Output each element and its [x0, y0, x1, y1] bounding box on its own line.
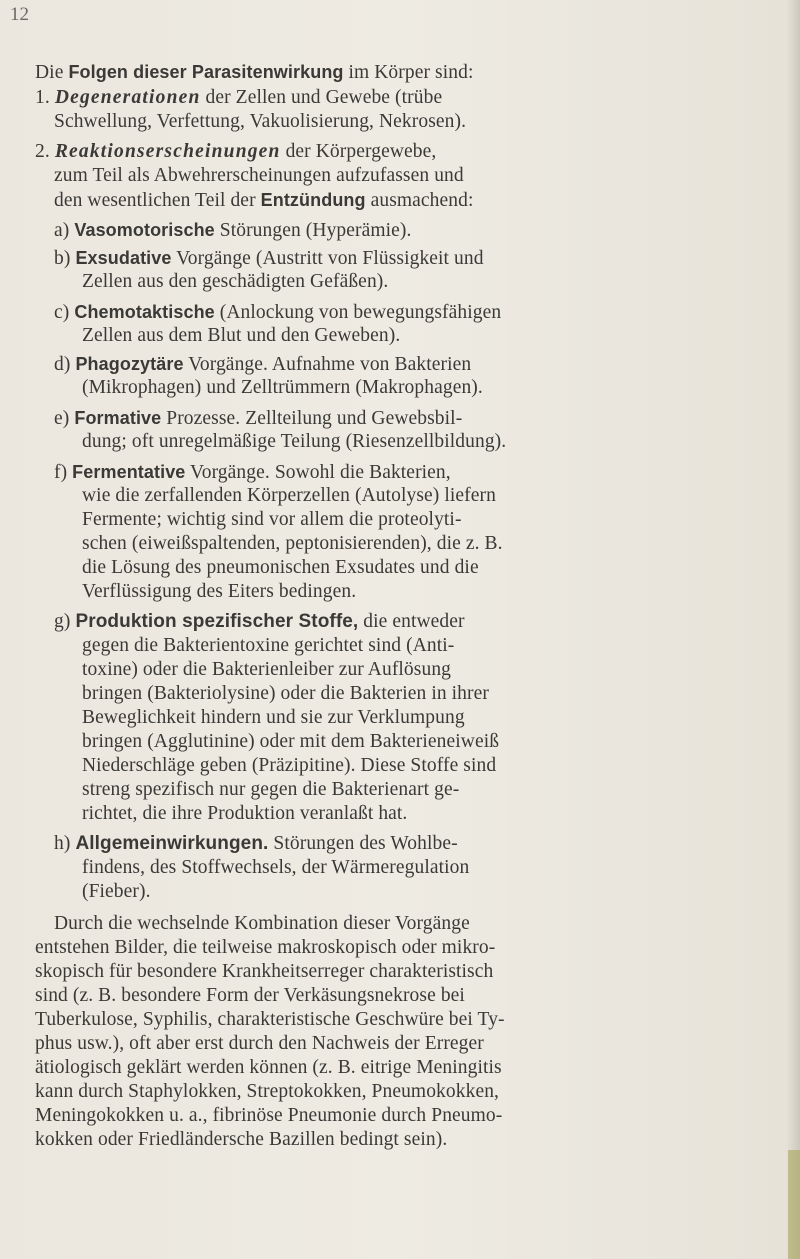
sub-b-line-2: Zellen aus den geschädigten Gefäßen).: [82, 271, 389, 292]
sub-g-line-6: bringen (Agglutinine) oder mit dem Bakterieneiweiß: [82, 731, 500, 752]
sub-c-text: (Anlockung von bewegungsfähigen: [214, 302, 502, 323]
sub-c-line-1: [54, 300, 501, 325]
intro-text: Die: [35, 62, 69, 83]
page-number: 12: [10, 4, 29, 25]
item-1-line-1: [35, 86, 717, 110]
sub-h-term: Allgemeinwirkungen.: [75, 833, 269, 854]
item-2-line-3: [54, 188, 473, 213]
sub-b-line-1: [54, 246, 484, 271]
sub-e-label: e): [54, 408, 70, 429]
sub-f-text: Vorgänge. Sowohl die Bakterien,: [185, 462, 451, 483]
item-2-line-3-text: den wesentlichen Teil der: [54, 190, 261, 211]
sub-e-line-2: dung; oft unregelmäßige Teilung (Riesenzellbildung).: [82, 431, 507, 452]
sub-d-text: Vorgänge. Aufnahme von Bakterien: [183, 354, 472, 375]
sub-a-line-1: [54, 218, 412, 243]
sub-g-line-3: toxine) oder die Bakterienleiber zur Auflösung: [82, 659, 452, 680]
item-2-text: der Körpergewebe,: [280, 141, 437, 162]
para-line-9: Meningokokken u. a., fibrinöse Pneumonie durch Pneumo-: [35, 1105, 503, 1126]
item-2-line-3-end: ausmachend:: [365, 190, 474, 211]
sub-g-line-4: bringen (Bakteriolysine) oder die Bakterien in ihrer: [82, 683, 489, 704]
sub-b-text: Vorgänge (Austritt von Flüssigkeit und: [171, 248, 484, 269]
sub-e-line-1: [54, 406, 462, 431]
sub-d-line-1: [54, 352, 471, 377]
sub-h-line-2: findens, des Stoffwechsels, der Wärmeregulation: [82, 857, 470, 878]
sub-c-line-2: Zellen aus dem Blut und den Geweben).: [82, 325, 401, 346]
sub-f-label: f): [54, 462, 68, 483]
inflammation-term: Entzündung: [260, 190, 366, 210]
sub-g-line-2: gegen die Bakterientoxine gerichtet sind (Anti-: [82, 635, 455, 656]
sub-f-line-1: [54, 460, 451, 485]
sub-a-label: a): [54, 220, 70, 241]
item-1-line-2: Schwellung, Verfettung, Vakuolisierung, Nekrosen).: [54, 111, 467, 132]
intro-text-end: im Körper sind:: [343, 62, 474, 83]
page-edge-shadow: [786, 0, 800, 1259]
para-line-2: entstehen Bilder, die teilweise makroskopisch oder mikro-: [35, 937, 496, 958]
sub-g-line-1: [54, 610, 465, 634]
sub-h-line-3: (Fieber).: [82, 881, 151, 902]
para-line-4: sind (z. B. besondere Form der Verkäsungsnekrose bei: [35, 985, 465, 1006]
item-2-line-1: [35, 140, 436, 164]
sub-f-line-4: schen (eiweißspaltenden, peptonisierenden), die z. B.: [82, 533, 503, 554]
para-line-5: Tuberkulose, Syphilis, charakteristische Geschwüre bei Ty-: [35, 1009, 505, 1030]
sub-h-line-1: [54, 832, 458, 856]
intro-line: [35, 60, 473, 85]
item-1-term: Degenerationen: [54, 87, 201, 108]
para-line-3: skopisch für besondere Krankheitserreger charakteristisch: [35, 961, 494, 982]
sub-f-line-5: die Lösung des pneumonischen Exsudates und die: [82, 557, 479, 578]
sub-a-text: Störungen (Hyperämie).: [214, 220, 412, 241]
para-line-8: kann durch Staphylokken, Streptokokken, Pneumokokken,: [35, 1081, 500, 1102]
sub-f-line-6: Verflüssigung des Eiters bedingen.: [82, 581, 357, 602]
item-2-line-2: zum Teil als Abwehrerscheinungen aufzufassen und: [54, 165, 464, 186]
sub-g-line-8: streng spezifisch nur gegen die Bakterienart ge-: [82, 779, 460, 800]
sub-c-term: Chemotaktische: [74, 302, 215, 322]
sub-d-label: d): [54, 354, 71, 375]
para-line-6: phus usw.), oft aber erst durch den Nachweis der Erreger: [35, 1033, 484, 1054]
sub-c-label: c): [54, 302, 70, 323]
item-1-number: 1.: [35, 87, 50, 108]
page-stain: [788, 1150, 800, 1259]
item-2-number: 2.: [35, 141, 50, 162]
sub-e-text: Prozesse. Zellteilung und Gewebsbil-: [161, 408, 463, 429]
sub-g-term: Produktion spezifischer Stoffe,: [75, 611, 359, 632]
sub-b-label: b): [54, 248, 71, 269]
sub-e-term: Formative: [74, 408, 162, 428]
para-line-7: ätiologisch geklärt werden können (z. B. eitrige Meningitis: [35, 1057, 502, 1078]
item-2-term: Reaktionserscheinungen: [54, 141, 281, 162]
para-line-1: Durch die wechselnde Kombination dieser Vorgänge: [54, 913, 470, 934]
sub-g-text: die entweder: [358, 611, 465, 632]
sub-h-text: Störungen des Wohlbe-: [268, 833, 458, 854]
sub-h-label: h): [54, 833, 71, 854]
sub-d-line-2: (Mikrophagen) und Zelltrümmern (Makrophagen).: [82, 377, 483, 398]
para-line-10: kokken oder Friedländersche Bazillen bedingt sein).: [35, 1129, 448, 1150]
item-1-text: der Zellen und Gewebe (trübe: [200, 87, 443, 108]
sub-b-term: Exsudative: [75, 248, 172, 268]
sub-d-term: Phagozytäre: [75, 354, 184, 374]
sub-f-line-2: wie die zerfallenden Körperzellen (Autolyse) liefern: [82, 485, 496, 506]
sub-g-label: g): [54, 611, 71, 632]
sub-a-term: Vasomotorische: [74, 220, 215, 240]
sub-g-line-9: richtet, die ihre Produktion veranlaßt hat.: [82, 803, 408, 824]
sub-g-line-7: Niederschläge geben (Präzipitine). Diese Stoffe sind: [82, 755, 497, 776]
sub-f-line-3: Fermente; wichtig sind vor allem die proteolyti-: [82, 509, 462, 530]
intro-heading: Folgen dieser Parasitenwirkung: [68, 62, 344, 82]
sub-f-term: Fermentative: [72, 462, 186, 482]
sub-g-line-5: Beweglichkeit hindern und sie zur Verklumpung: [82, 707, 465, 728]
